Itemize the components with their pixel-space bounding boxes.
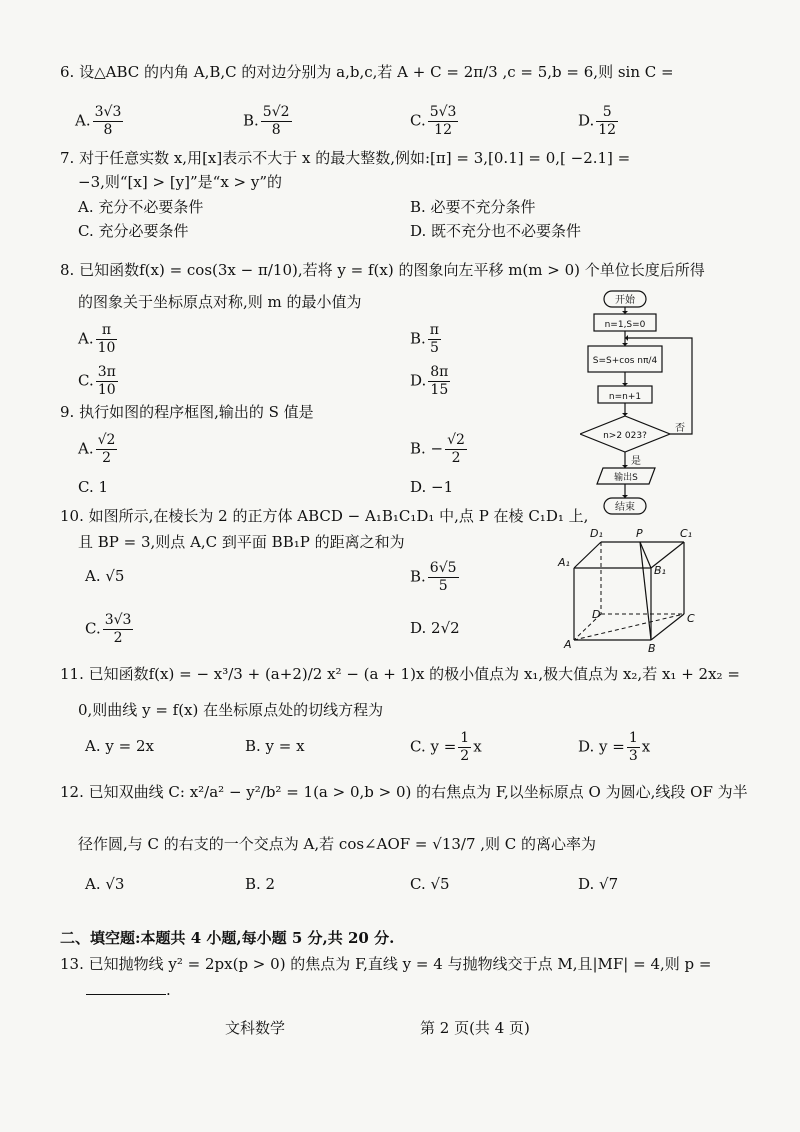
q7-stem-line1: 7. 对于任意实数 x,用[x]表示不大于 x 的最大整数,例如:[π] = 3,[0.1] = 0,[ −2.1] = bbox=[60, 149, 631, 167]
q11-stem-line1: 11. 已知函数f(x) = − x³/3 + (a+2)/2 x² − (a + 1)x 的极小值点为 x₁,极大值点为 x₂,若 x₁ + 2x₂ = bbox=[60, 665, 740, 683]
cube-label-c1: C₁ bbox=[680, 527, 693, 540]
cube-label-a: A bbox=[564, 638, 572, 651]
q6-option-a: A. $\frac{3√3}{8}$ bbox=[75, 104, 122, 138]
q8-stem-line1: 8. 已知函数f(x) = cos(3x − π/10),若将 y = f(x) 的图象向左平移 m(m > 0) 个单位长度后所得 bbox=[60, 261, 705, 279]
q7-option-c: C. 充分必要条件 bbox=[78, 222, 189, 240]
q7-option-a: A. 充分不必要条件 bbox=[78, 198, 204, 216]
q6-option-b: B. $\frac{5√2}{8}$ bbox=[243, 104, 290, 138]
q11-stem-line2: 0,则曲线 y = f(x) 在坐标原点处的切线方程为 bbox=[78, 701, 384, 719]
q7-option-b: B. 必要不充分条件 bbox=[410, 198, 536, 216]
q12-stem-line2: 径作圆,与 C 的右支的一个交点为 A,若 cos∠AOF = √13/7 ,则 C 的离心率为 bbox=[78, 835, 597, 853]
q12-stem-line1: 12. 已知双曲线 C: x²/a² − y²/b² = 1(a > 0,b > 0) 的右焦点为 F,以坐标原点 O 为圆心,线段 OF 为半 bbox=[60, 783, 748, 801]
cube-label-d: D bbox=[592, 608, 601, 621]
flow-cond-label: n>2 023? bbox=[603, 431, 647, 441]
q8-option-b: B. $\frac{\pi}{5}$ bbox=[410, 322, 439, 356]
flow-output-label: 输出S bbox=[614, 473, 638, 483]
q8-option-d: D. $\frac{8\pi}{15}$ bbox=[410, 364, 449, 398]
q9-option-c: C. 1 bbox=[78, 478, 109, 496]
q13-answer-line bbox=[86, 980, 171, 1000]
flow-yes-label: 是 bbox=[631, 456, 641, 467]
section-heading: 二、填空题:本题共 4 小题,每小题 5 分,共 20 分. bbox=[60, 929, 395, 947]
q12-option-a: A. √3 bbox=[85, 875, 125, 893]
q11-option-b: B. y = x bbox=[245, 737, 305, 755]
q13-tail: . bbox=[166, 981, 171, 999]
flowchart bbox=[580, 288, 700, 520]
q13-stem: 13. 已知抛物线 y² = 2px(p > 0) 的焦点为 F,直线 y = 4 与抛物线交于点 M,且|MF| = 4,则 p = bbox=[60, 955, 712, 973]
q9-option-b: B. − $\frac{√2}{2}$ bbox=[410, 432, 465, 466]
flow-init-label: n=1,S=0 bbox=[604, 320, 646, 330]
cube-label-c: C bbox=[687, 612, 695, 625]
q9-stem: 9. 执行如图的程序框图,输出的 S 值是 bbox=[60, 403, 314, 421]
flow-assign-label: S=S+cos nπ/4 bbox=[592, 356, 658, 366]
q11-option-c: C. y = $\frac{1}{2}$ x bbox=[410, 730, 482, 764]
cube-label-b1: B₁ bbox=[654, 564, 666, 577]
q8-option-a: A. $\frac{\pi}{10}$ bbox=[78, 322, 116, 356]
q10-stem-line2: 且 BP = 3,则点 A,C 到平面 BB₁P 的距离之和为 bbox=[78, 533, 405, 551]
q10-option-d: D. 2√2 bbox=[410, 619, 460, 637]
q8-stem-line2: 的图象关于坐标原点对称,则 m 的最小值为 bbox=[78, 293, 362, 311]
q12-option-c: C. √5 bbox=[410, 875, 450, 893]
q7-option-d: D. 既不充分也不必要条件 bbox=[410, 222, 582, 240]
q10-option-b: B. $\frac{6√5}{5}$ bbox=[410, 560, 457, 594]
q9-option-a: A. $\frac{√2}{2}$ bbox=[78, 432, 116, 466]
flow-start-label: 开始 bbox=[615, 295, 635, 306]
flow-end-label: 结束 bbox=[615, 502, 635, 513]
q12-option-b: B. 2 bbox=[245, 875, 276, 893]
q13-blank bbox=[86, 994, 166, 995]
q10-option-c: C. $\frac{3√3}{2}$ bbox=[85, 612, 132, 646]
q10-option-a: A. √5 bbox=[85, 567, 125, 585]
q7-stem-line2: −3,则“[x] > [y]”是“x > y”的 bbox=[78, 173, 283, 191]
q11-option-d: D. y = $\frac{1}{3}$ x bbox=[578, 730, 651, 764]
q11-option-a: A. y = 2x bbox=[85, 737, 154, 755]
flow-inc-label: n=n+1 bbox=[608, 392, 642, 402]
footer-subject: 文科数学 bbox=[225, 1019, 286, 1037]
cube-label-p: P bbox=[636, 527, 643, 540]
q8-option-c: C. $\frac{3\pi}{10}$ bbox=[78, 364, 116, 398]
footer-page: 第 2 页(共 4 页) bbox=[420, 1019, 530, 1037]
cube-label-a1: A₁ bbox=[558, 556, 570, 569]
q6-stem: 6. 设△ABC 的内角 A,B,C 的对边分别为 a,b,c,若 A + C = 2π/3 ,c = 5,b = 6,则 sin C = bbox=[60, 63, 674, 81]
cube-figure bbox=[556, 522, 706, 654]
q9-option-d: D. −1 bbox=[410, 478, 454, 496]
cube-label-b: B bbox=[648, 642, 656, 654]
cube-label-d1: D₁ bbox=[590, 527, 603, 540]
flow-no-label: 否 bbox=[675, 423, 685, 434]
q6-option-c: C. $\frac{5√3}{12}$ bbox=[410, 104, 457, 138]
q6-option-d: D. $\frac{5}{12}$ bbox=[578, 104, 617, 138]
q10-stem-line1: 10. 如图所示,在棱长为 2 的正方体 ABCD − A₁B₁C₁D₁ 中,点 P 在棱 C₁D₁ 上, bbox=[60, 507, 589, 525]
q12-option-d: D. √7 bbox=[578, 875, 619, 893]
